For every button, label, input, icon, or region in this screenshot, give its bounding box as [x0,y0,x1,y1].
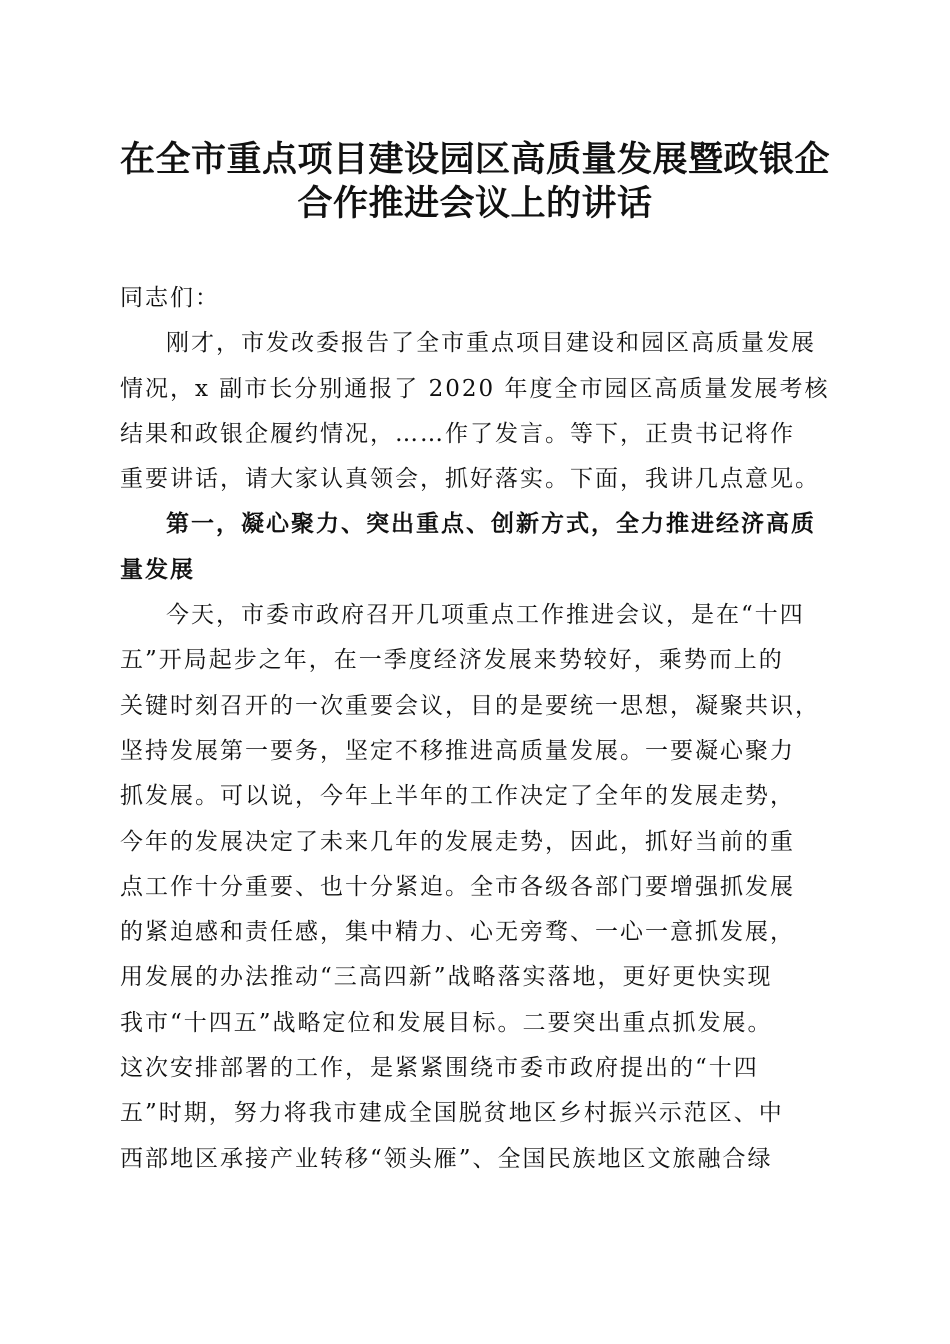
text-line: 五”时期，努力将我市建成全国脱贫地区乡村振兴示范区、中 [120,1100,784,1127]
text-line: 西部地区承接产业转移“领头雁”、全国民族地区文旅融合绿 [120,1145,773,1172]
document-body [120,276,830,1182]
text-line: 结果和政银企履约情况，……作了发言。等下，正贵书记将作 [120,420,795,447]
text-line: 我市“十四五”战略定位和发展目标。二要突出重点抓发展。 [120,1009,773,1036]
text-line: 情况，x 副市长分别通报了 2020 年度全市园区高质量发展考核 [120,375,830,402]
heading-line: 第一，凝心聚力、突出重点、创新方式，全力推进经济高质 [166,511,816,538]
text-line: 今天，市委市政府召开几项重点工作推进会议，是在“十四 [166,602,805,629]
section-heading-first [120,502,830,593]
title-line: 在全市重点项目建设园区高质量发展暨政银企 [119,140,830,180]
heading-line: 量发展 [120,556,195,583]
paragraph-main [120,593,830,1182]
text-line: 刚才，市发改委报告了全市重点项目建设和园区高质量发展 [166,330,816,357]
text-line: 这次安排部署的工作，是紧紧围绕市委市政府提出的“十四 [120,1055,759,1082]
greeting: 同志们： [120,285,220,311]
text-line: 的紧迫感和责任感，集中精力、心无旁骛、一心一意抓发展， [120,919,795,946]
paragraph-opening [120,321,830,502]
text-line: 点工作十分重要、也十分紧迫。全市各级各部门要增强抓发展 [120,873,795,900]
document-title [100,138,850,226]
title-line: 合作推进会议上的讲话 [297,184,653,224]
text-line: 五”开局起步之年，在一季度经济发展来势较好，乘势而上的 [120,647,784,674]
text-line: 关键时刻召开的一次重要会议，目的是要统一思想，凝聚共识， [120,692,820,719]
text-line: 重要讲话，请大家认真领会，抓好落实。下面，我讲几点意见。 [120,466,820,493]
text-line: 坚持发展第一要务，坚定不移推进高质量发展。一要凝心聚力 [120,737,795,764]
text-line: 用发展的办法推动“三高四新”战略落实落地，更好更快实现 [120,964,773,991]
text-line: 抓发展。可以说，今年上半年的工作决定了全年的发展走势， [120,783,795,810]
text-line: 今年的发展决定了未来几年的发展走势，因此，抓好当前的重 [120,828,795,855]
